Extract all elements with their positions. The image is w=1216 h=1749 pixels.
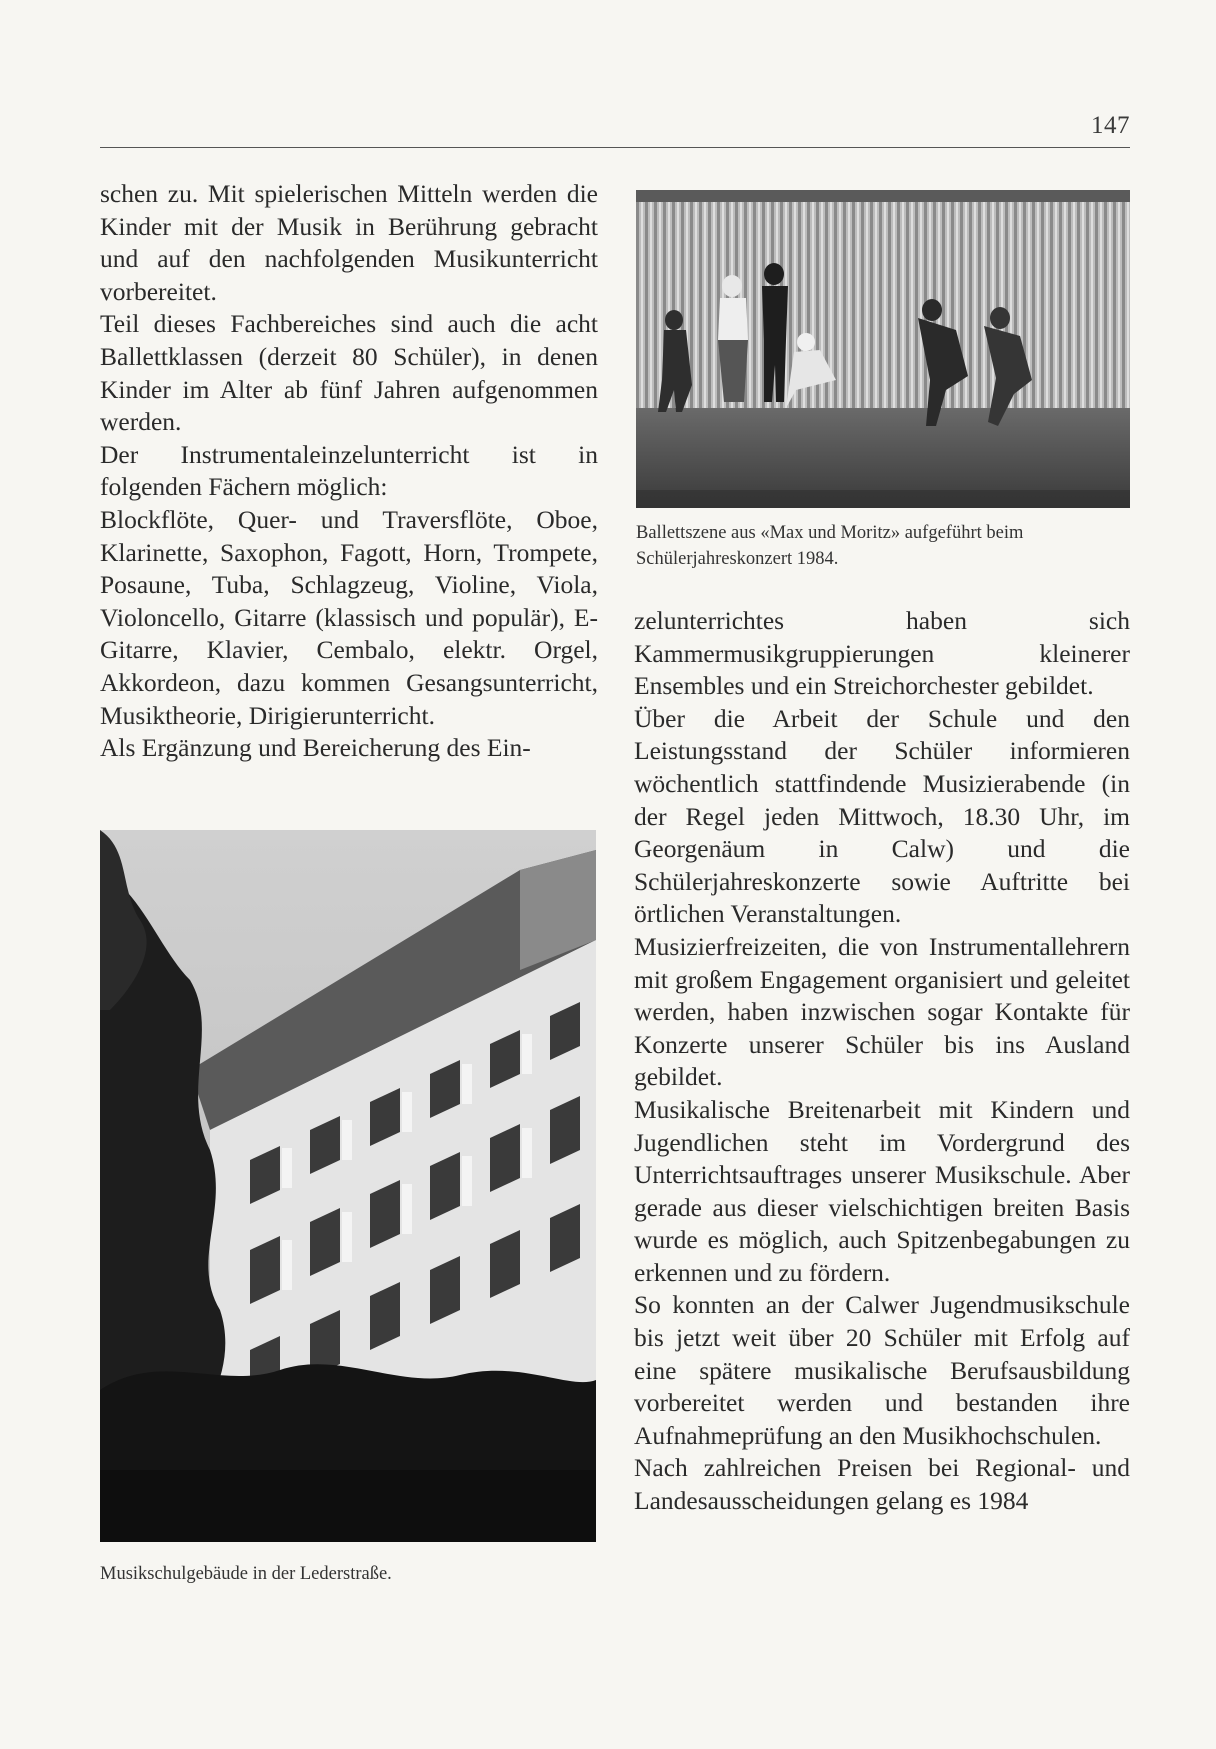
right-paragraph-5: So konnten an der Calwer Jugendmusikschule bis jetzt weit über 20 Schüler mit Erfolg auf eine spätere musikalische Berufsausbildung vorbereitet werden und bestanden ihre Aufnahmeprüfung an den Musikhochschulen. bbox=[634, 1290, 1130, 1450]
left-paragraph-3: Der Instrumentaleinzelunterricht ist in folgenden Fächern möglich: bbox=[100, 439, 598, 502]
right-paragraph-3: Musizierfreizeiten, die von Instrumentallehrern mit großem Engagement organisiert und geleitet werden, haben inzwischen sogar Kontakte für Konzerte unserer Schüler bis ins Ausland gebildet. bbox=[634, 931, 1130, 1092]
left-paragraph-1: schen zu. Mit spielerischen Mitteln werden die Kinder mit der Musik in Berührung gebracht und auf den nachfolgenden Musikunterricht vorbereitet. bbox=[100, 179, 598, 306]
right-paragraph-2: Über die Arbeit der Schule und den Leistungsstand der Schüler informieren wöchentlich stattfindende Musizierabende (in der Regel jeden Mittwoch, 18.30 Uhr, im Georgenäum in Calw) und die Schülerjahreskonzerte sowie Auftritte bei örtlichen Veranstaltungen. bbox=[634, 703, 1130, 929]
left-paragraph-2: Teil dieses Fachbereiches sind auch die acht Ballettklassen (derzeit 80 Schüler), in denen Kinder im Alter ab fünf Jahren aufgenommen werden. bbox=[100, 309, 598, 437]
right-paragraph-1: zelunterrichtes haben sich Kammermusikgruppierungen kleinerer Ensembles und ein Streichorchester gebildet. bbox=[634, 606, 1130, 701]
header-rule bbox=[100, 147, 1130, 148]
right-column-text bbox=[634, 605, 1130, 1518]
page-number: 147 bbox=[1091, 112, 1130, 139]
ballet-photo-caption: Ballettszene aus «Max und Moritz» aufgeführt beim Schülerjahreskonzert 1984. bbox=[636, 523, 1024, 569]
ballet-scene-photo bbox=[636, 190, 1130, 508]
ballet-scene-image bbox=[636, 190, 1130, 508]
left-paragraph-5: Als Ergänzung und Bereicherung des Ein- bbox=[100, 733, 531, 763]
left-column-text bbox=[100, 178, 598, 765]
left-paragraph-4: Blockflöte, Quer- und Traversflöte, Oboe, Klarinette, Saxophon, Fagott, Horn, Trompete, Posaune, Tuba, Schlagzeug, Violine, Viola, Violoncello, Gitarre (klassisch und populär), E-Gitarre, Klavier, Cembalo, elektr. Orgel, Akkordeon, dazu kommen Gesangsunterricht, Musiktheorie, Dirigierunterricht. bbox=[100, 504, 598, 730]
right-paragraph-4: Musikalische Breitenarbeit mit Kindern und Jugendlichen steht im Vordergrund des Unterrichtsauftrages unserer Musikschule. Aber gerade aus dieser vielschichtigen breiten Basis wurde es möglich, auch Spitzenbegabungen zu erkennen und zu fördern. bbox=[634, 1094, 1130, 1287]
music-school-building-photo bbox=[100, 830, 596, 1542]
music-school-building-image bbox=[100, 830, 596, 1542]
building-photo-caption: Musikschulgebäude in der Lederstraße. bbox=[100, 1564, 392, 1584]
right-paragraph-6: Nach zahlreichen Preisen bei Regional- und Landesausscheidungen gelang es 1984 bbox=[634, 1453, 1130, 1516]
